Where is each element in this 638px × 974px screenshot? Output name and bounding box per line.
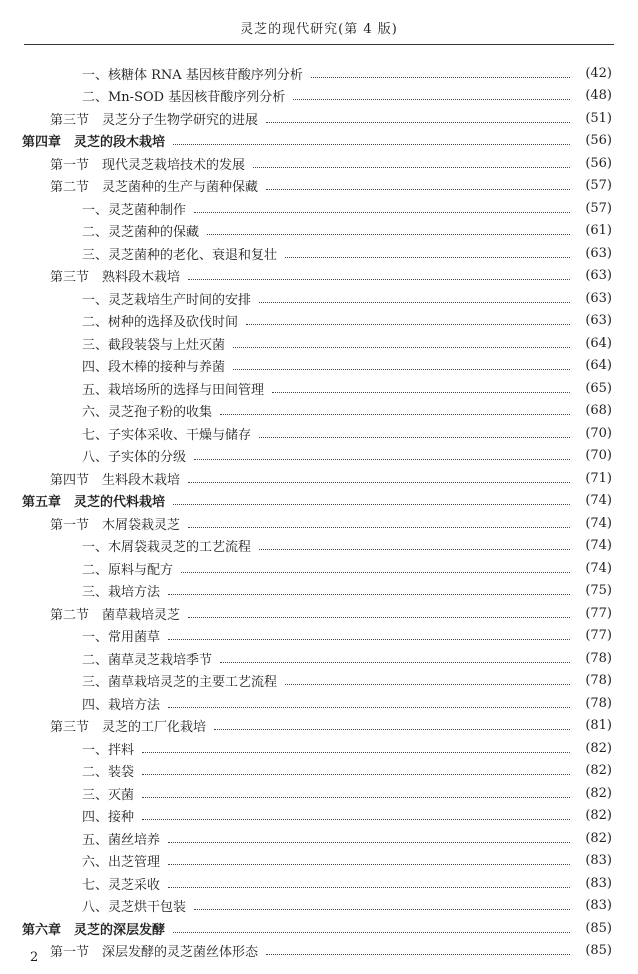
- toc-section: [50, 940, 612, 962]
- dot-leader: [168, 594, 570, 595]
- toc-entry-page: (74): [585, 560, 612, 576]
- toc-subsection: [82, 287, 612, 309]
- dot-leader: [207, 234, 570, 235]
- toc-entry-title: 八、子实体的分级: [82, 450, 187, 465]
- toc-entry-title: 二、Mn-SOD 基因核苷酸序列分析: [82, 90, 286, 105]
- dot-leader: [253, 167, 570, 168]
- dot-leader: [194, 212, 570, 213]
- dot-leader: [173, 932, 570, 933]
- toc-entry-title: 三、灵芝菌种的老化、衰退和复壮: [82, 247, 278, 263]
- toc-section: [50, 602, 612, 624]
- toc-entry-page: (65): [585, 380, 612, 396]
- toc-subsection: [82, 197, 612, 219]
- toc-entry-page: (63): [585, 268, 612, 283]
- dot-leader: [266, 189, 570, 190]
- toc-entry-title: 一、灵芝栽培生产时间的安排: [82, 292, 252, 308]
- toc-entry-page: (83): [585, 898, 612, 913]
- dot-leader: [181, 572, 570, 573]
- toc-entry-page: (70): [585, 425, 612, 441]
- toc-entry-title: 第四章 灵芝的段木栽培: [22, 135, 166, 150]
- toc-subsection: [82, 692, 612, 714]
- dot-leader: [168, 864, 570, 865]
- page-number: 2: [30, 950, 39, 965]
- dot-leader: [259, 549, 570, 550]
- toc-entry-page: (81): [585, 718, 612, 733]
- toc-entry-title: 六、灵芝孢子粉的收集: [82, 405, 213, 420]
- dot-leader: [142, 774, 570, 775]
- toc-entry-page: (63): [585, 313, 612, 328]
- toc-entry-page: (74): [585, 515, 612, 531]
- toc-entry-title: 七、灵芝采收: [82, 877, 161, 893]
- toc-entry-title: 一、木屑袋栽灵芝的工艺流程: [82, 540, 252, 555]
- toc-entry-page: (83): [585, 875, 612, 891]
- toc-entry-title: 第三节 灵芝分子生物学研究的进展: [50, 112, 259, 128]
- toc-entry-page: (71): [585, 470, 612, 486]
- toc-entry-title: 三、栽培方法: [82, 585, 161, 600]
- dot-leader: [220, 662, 570, 663]
- toc-entry-page: (82): [585, 830, 612, 846]
- toc-entry-title: 第五章 灵芝的代料栽培: [22, 495, 166, 510]
- toc-entry-title: 八、灵芝烘干包装: [82, 900, 187, 915]
- toc-entry-page: (77): [585, 628, 612, 643]
- toc-entry-page: (78): [585, 673, 612, 688]
- toc-entry-title: 第二节 灵芝菌种的生产与菌种保藏: [50, 180, 259, 195]
- dot-leader: [246, 324, 570, 325]
- toc-entry-title: 第一节 深层发酵的灵芝菌丝体形态: [50, 945, 259, 960]
- dot-leader: [194, 909, 570, 910]
- toc-entry-title: 一、常用菌草: [82, 630, 161, 645]
- toc-entry-title: 二、树种的选择及砍伐时间: [82, 315, 239, 330]
- toc-section: [50, 512, 612, 534]
- toc-entry-page: (63): [585, 245, 612, 261]
- toc-section: [50, 175, 612, 197]
- toc-chapter: [22, 490, 612, 512]
- toc-entry-title: 二、装袋: [82, 765, 135, 780]
- dot-leader: [266, 122, 570, 123]
- toc-subsection: [82, 760, 612, 782]
- dot-leader: [266, 954, 570, 955]
- toc-subsection: [82, 895, 612, 917]
- dot-leader: [214, 729, 570, 730]
- toc-entry-title: 二、菌草灵芝栽培季节: [82, 652, 213, 668]
- dot-leader: [233, 347, 570, 348]
- dot-leader: [259, 437, 570, 438]
- toc-entry-page: (57): [585, 178, 612, 193]
- dot-leader: [285, 684, 570, 685]
- toc-entry-title: 五、栽培场所的选择与田间管理: [82, 382, 265, 398]
- toc-entry-page: (85): [585, 920, 612, 936]
- toc-subsection: [82, 355, 612, 377]
- dot-leader: [259, 302, 570, 303]
- dot-leader: [168, 887, 570, 888]
- toc-entry-title: 三、菌草栽培灵芝的主要工艺流程: [82, 675, 278, 690]
- toc-entry-title: 四、段木棒的接种与养菌: [82, 360, 226, 375]
- toc-entry-page: (51): [585, 110, 612, 126]
- toc-entry-page: (85): [585, 943, 612, 958]
- toc-subsection: [82, 872, 612, 894]
- toc-chapter: [22, 130, 612, 152]
- toc-entry-title: 三、灭菌: [82, 787, 135, 803]
- toc-subsection: [82, 310, 612, 332]
- header-rule: [24, 44, 614, 45]
- dot-leader: [188, 482, 570, 483]
- toc-entry-title: 二、原料与配方: [82, 562, 174, 578]
- toc-entry-page: (61): [585, 223, 612, 238]
- toc-entry-page: (42): [585, 65, 612, 81]
- dot-leader: [188, 617, 570, 618]
- toc-entry-page: (56): [585, 155, 612, 171]
- toc-entry-title: 五、菌丝培养: [82, 832, 161, 848]
- toc-entry-page: (75): [585, 583, 612, 598]
- toc-entry-page: (77): [585, 605, 612, 621]
- toc-entry-page: (82): [585, 740, 612, 756]
- toc-chapter: [22, 917, 612, 939]
- toc-subsection: [82, 557, 612, 579]
- toc-entry-page: (83): [585, 853, 612, 868]
- toc-section: [50, 107, 612, 129]
- toc-subsection: [82, 445, 612, 467]
- toc-subsection: [82, 62, 612, 84]
- toc-subsection: [82, 850, 612, 872]
- toc-entry-page: (78): [585, 650, 612, 666]
- toc-entry-title: 第二节 菌草栽培灵芝: [50, 607, 181, 623]
- dot-leader: [142, 797, 570, 798]
- toc-subsection: [82, 377, 612, 399]
- toc-subsection: [82, 400, 612, 422]
- toc-entry-title: 三、截段装袋与上灶灭菌: [82, 337, 226, 353]
- toc-entry-title: 六、出芝管理: [82, 855, 161, 870]
- toc-subsection: [82, 332, 612, 354]
- toc-entry-page: (82): [585, 785, 612, 801]
- toc-subsection: [82, 422, 612, 444]
- toc-entry-page: (48): [585, 88, 612, 103]
- dot-leader: [220, 414, 570, 415]
- toc-entry-page: (74): [585, 538, 612, 553]
- toc-entry-page: (82): [585, 808, 612, 823]
- dot-leader: [311, 77, 570, 78]
- toc-entry-page: (64): [585, 335, 612, 351]
- toc-section: [50, 715, 612, 737]
- toc-entry-page: (56): [585, 133, 612, 148]
- toc-entry-title: 一、拌料: [82, 742, 135, 758]
- dot-leader: [173, 144, 570, 145]
- dot-leader: [233, 369, 570, 370]
- toc-subsection: [82, 782, 612, 804]
- toc-section: [50, 265, 612, 287]
- toc-entry-title: 四、接种: [82, 810, 135, 825]
- toc-subsection: [82, 805, 612, 827]
- dot-leader: [194, 459, 570, 460]
- toc-entry-title: 第三节 灵芝的工厂化栽培: [50, 720, 207, 735]
- toc-subsection: [82, 647, 612, 669]
- toc-section: [50, 152, 612, 174]
- toc-section: [50, 467, 612, 489]
- dot-leader: [173, 504, 570, 505]
- toc-subsection: [82, 220, 612, 242]
- dot-leader: [285, 257, 570, 258]
- dot-leader: [168, 842, 570, 843]
- toc-entry-page: (74): [585, 493, 612, 508]
- toc-entry-title: 四、栽培方法: [82, 697, 161, 713]
- toc-entry-page: (64): [585, 358, 612, 373]
- toc-entry-page: (82): [585, 763, 612, 778]
- toc-subsection: [82, 85, 612, 107]
- toc-entry-title: 第四节 生料段木栽培: [50, 472, 181, 488]
- toc-subsection: [82, 535, 612, 557]
- toc-entry-page: (57): [585, 200, 612, 216]
- toc-entry-title: 一、灵芝菌种制作: [82, 202, 187, 218]
- toc-entry-page: (68): [585, 403, 612, 418]
- toc-subsection: [82, 827, 612, 849]
- dot-leader: [142, 752, 570, 753]
- toc-subsection: [82, 242, 612, 264]
- toc-subsection: [82, 625, 612, 647]
- toc-entry-title: 第一节 木屑袋栽灵芝: [50, 517, 181, 533]
- dot-leader: [188, 527, 570, 528]
- toc-entry-title: 第六章 灵芝的深层发酵: [22, 922, 166, 938]
- dot-leader: [168, 707, 570, 708]
- toc-entry-page: (63): [585, 290, 612, 306]
- dot-leader: [168, 639, 570, 640]
- dot-leader: [293, 99, 570, 100]
- toc-entry-title: 二、灵芝菌种的保藏: [82, 225, 200, 240]
- toc-entry-title: 七、子实体采收、干燥与储存: [82, 427, 252, 443]
- toc-subsection: [82, 737, 612, 759]
- toc-entry-title: 第三节 熟料段木栽培: [50, 270, 181, 285]
- toc-subsection: [82, 670, 612, 692]
- running-header: 灵芝的现代研究(第 4 版): [240, 22, 398, 37]
- toc-entry-title: 第一节 现代灵芝栽培技术的发展: [50, 157, 246, 173]
- dot-leader: [188, 279, 570, 280]
- toc-entry-title: 一、核糖体 RNA 基因核苷酸序列分析: [82, 67, 303, 83]
- toc-entry-page: (70): [585, 448, 612, 463]
- toc-entry-page: (78): [585, 695, 612, 711]
- dot-leader: [142, 819, 570, 820]
- dot-leader: [272, 392, 570, 393]
- toc-subsection: [82, 580, 612, 602]
